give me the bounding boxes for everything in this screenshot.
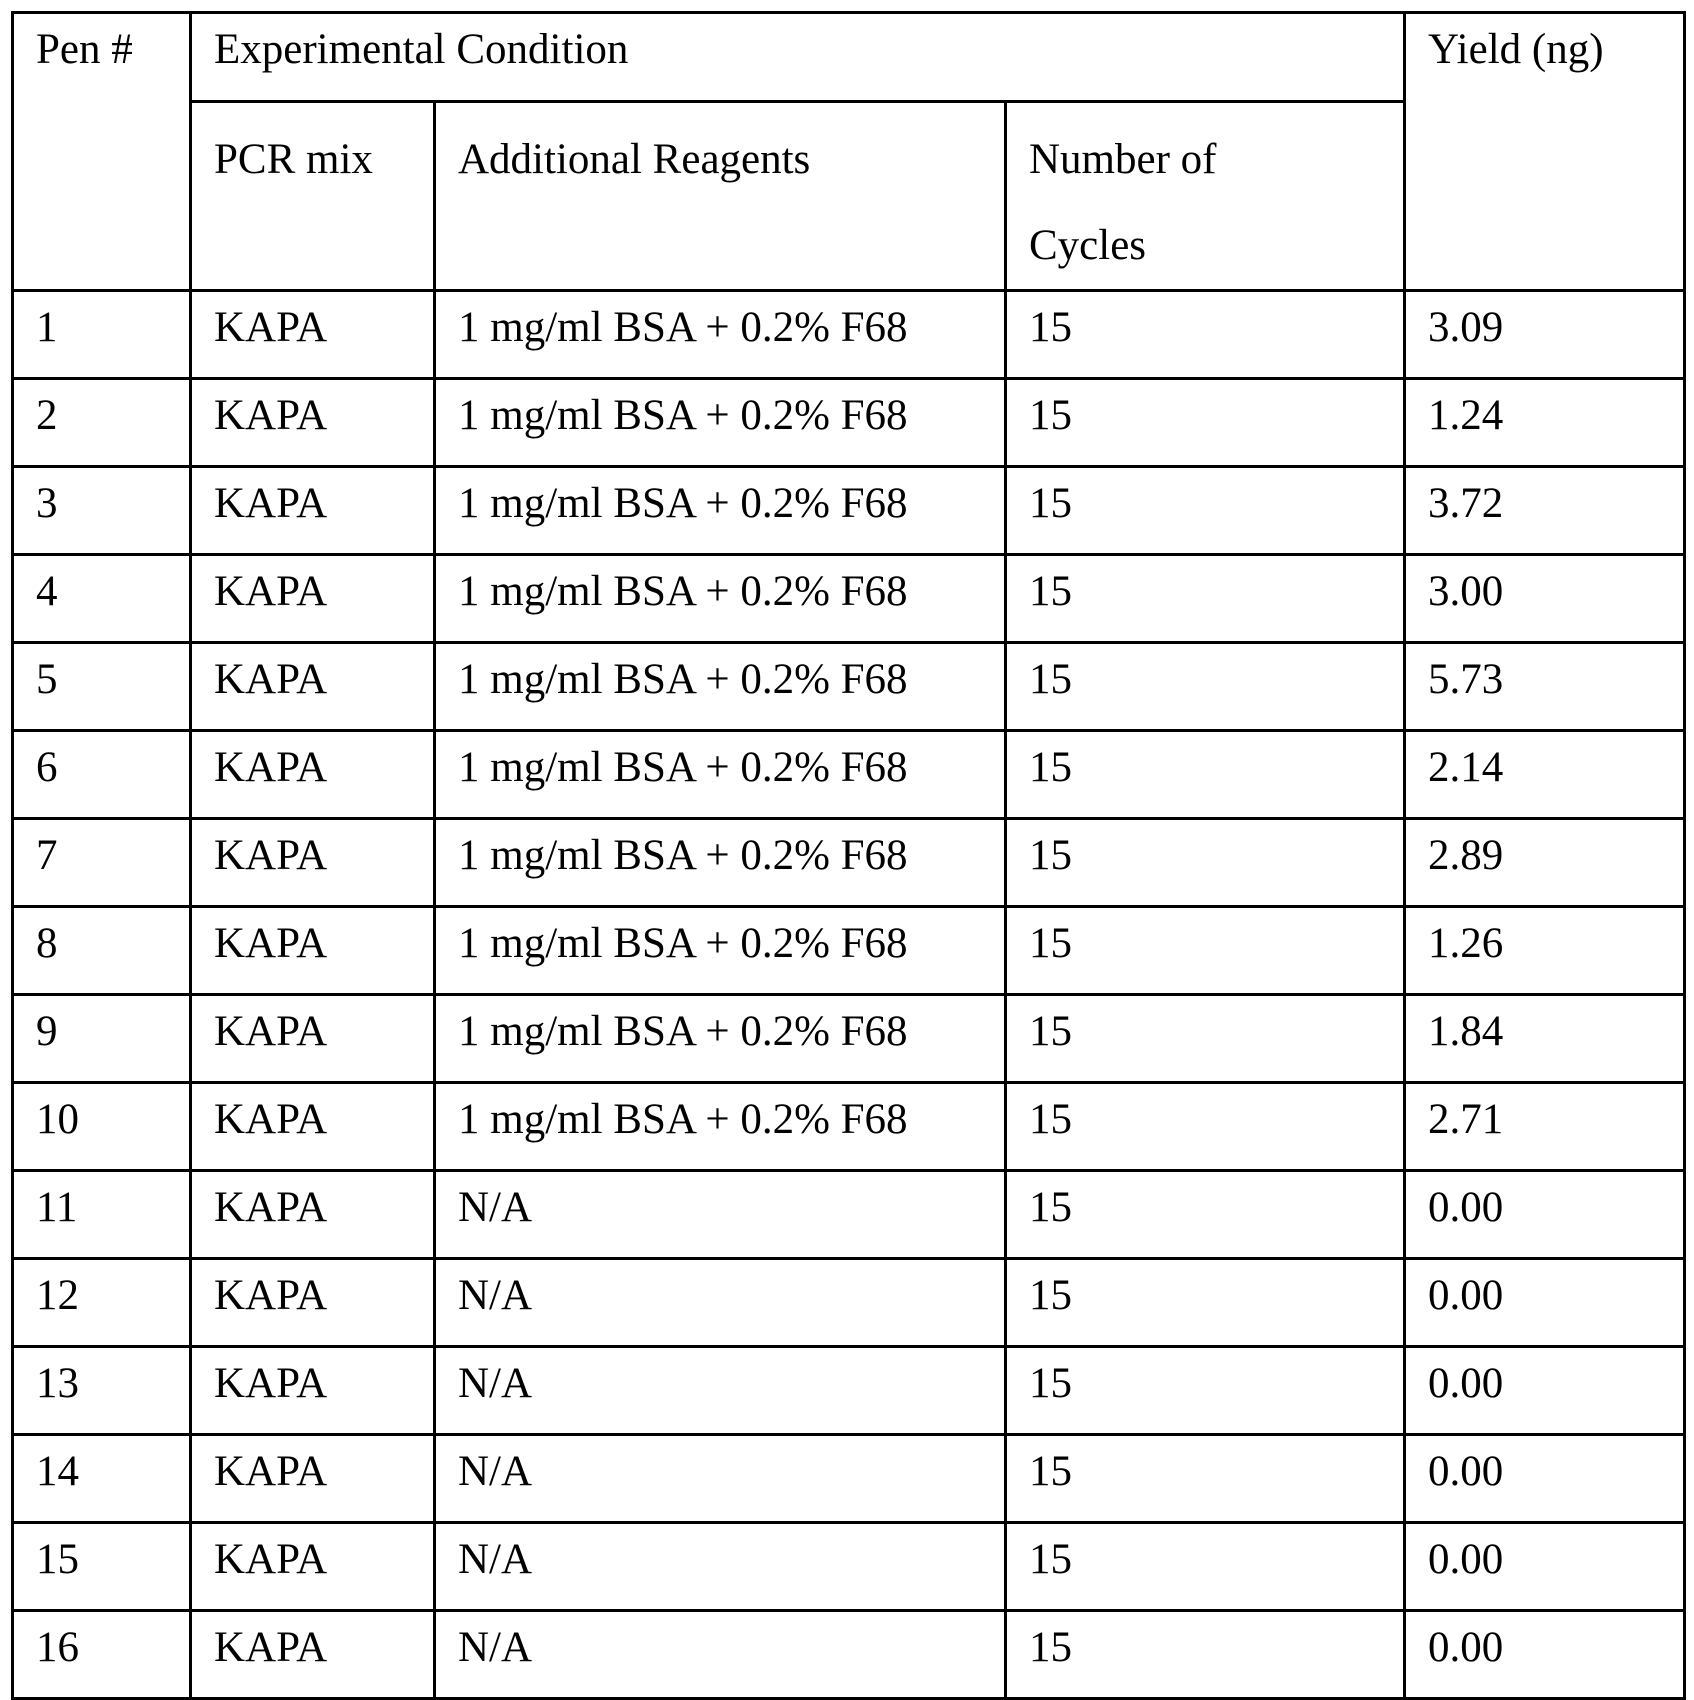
cell-yield: 3.72: [1405, 467, 1685, 555]
cell-additional-reagents: 1 mg/ml BSA + 0.2% F68: [435, 467, 1006, 555]
cell-pcr-mix: KAPA: [191, 1347, 435, 1435]
cell-additional-reagents: 1 mg/ml BSA + 0.2% F68: [435, 995, 1006, 1083]
cell-yield: 1.24: [1405, 379, 1685, 467]
cell-pen-number: 1: [13, 291, 191, 379]
cell-yield: 0.00: [1405, 1259, 1685, 1347]
cell-pen-number: 3: [13, 467, 191, 555]
table-row: [13, 379, 1685, 467]
header-pen-number: Pen #: [13, 13, 191, 291]
table-row: [13, 731, 1685, 819]
table-row: [13, 907, 1685, 995]
cell-pcr-mix: KAPA: [191, 1523, 435, 1611]
cell-yield: 2.14: [1405, 731, 1685, 819]
cell-pen-number: 16: [13, 1611, 191, 1699]
cell-additional-reagents: N/A: [435, 1611, 1006, 1699]
cell-pen-number: 10: [13, 1083, 191, 1171]
cell-additional-reagents: N/A: [435, 1347, 1006, 1435]
cell-number-of-cycles: 15: [1006, 379, 1405, 467]
cell-yield: 0.00: [1405, 1347, 1685, 1435]
cell-pcr-mix: KAPA: [191, 291, 435, 379]
header-row-top: [13, 13, 1685, 102]
cell-pcr-mix: KAPA: [191, 379, 435, 467]
cell-pen-number: 11: [13, 1171, 191, 1259]
cell-pcr-mix: KAPA: [191, 1171, 435, 1259]
cell-yield: 1.26: [1405, 907, 1685, 995]
cell-number-of-cycles: 15: [1006, 1259, 1405, 1347]
table-row: [13, 1083, 1685, 1171]
header-experimental-condition: Experimental Condition: [191, 13, 1405, 102]
cell-number-of-cycles: 15: [1006, 643, 1405, 731]
cell-additional-reagents: 1 mg/ml BSA + 0.2% F68: [435, 643, 1006, 731]
cell-number-of-cycles: 15: [1006, 1435, 1405, 1523]
cell-additional-reagents: 1 mg/ml BSA + 0.2% F68: [435, 819, 1006, 907]
cell-pen-number: 9: [13, 995, 191, 1083]
cell-number-of-cycles: 15: [1006, 1523, 1405, 1611]
cell-pcr-mix: KAPA: [191, 731, 435, 819]
cell-pcr-mix: KAPA: [191, 1259, 435, 1347]
cell-number-of-cycles: 15: [1006, 907, 1405, 995]
cell-pen-number: 15: [13, 1523, 191, 1611]
cell-pen-number: 7: [13, 819, 191, 907]
cell-additional-reagents: 1 mg/ml BSA + 0.2% F68: [435, 379, 1006, 467]
cell-pcr-mix: KAPA: [191, 1083, 435, 1171]
cell-pen-number: 2: [13, 379, 191, 467]
header-yield: Yield (ng): [1405, 13, 1685, 291]
cell-number-of-cycles: 15: [1006, 467, 1405, 555]
cell-additional-reagents: 1 mg/ml BSA + 0.2% F68: [435, 907, 1006, 995]
cell-number-of-cycles: 15: [1006, 731, 1405, 819]
cell-yield: 2.89: [1405, 819, 1685, 907]
cell-number-of-cycles: 15: [1006, 995, 1405, 1083]
table-row: [13, 1259, 1685, 1347]
cell-pen-number: 8: [13, 907, 191, 995]
cell-additional-reagents: N/A: [435, 1523, 1006, 1611]
cell-yield: 0.00: [1405, 1171, 1685, 1259]
cell-pen-number: 5: [13, 643, 191, 731]
table-row: [13, 291, 1685, 379]
table-row: [13, 555, 1685, 643]
cell-pen-number: 6: [13, 731, 191, 819]
cell-number-of-cycles: 15: [1006, 1083, 1405, 1171]
cell-yield: 0.00: [1405, 1435, 1685, 1523]
cell-number-of-cycles: 15: [1006, 1171, 1405, 1259]
header-cycles-line1: Number of: [1029, 136, 1217, 183]
cell-pcr-mix: KAPA: [191, 1611, 435, 1699]
cell-number-of-cycles: 15: [1006, 819, 1405, 907]
cell-yield: 2.71: [1405, 1083, 1685, 1171]
header-pcr-mix: [191, 102, 435, 291]
cell-yield: 1.84: [1405, 995, 1685, 1083]
cell-pcr-mix: KAPA: [191, 643, 435, 731]
cell-yield: 3.00: [1405, 555, 1685, 643]
header-additional-reagents: [435, 102, 1006, 291]
cell-additional-reagents: 1 mg/ml BSA + 0.2% F68: [435, 1083, 1006, 1171]
cell-number-of-cycles: 15: [1006, 1611, 1405, 1699]
cell-pcr-mix: KAPA: [191, 819, 435, 907]
table-row: [13, 995, 1685, 1083]
cell-pen-number: 14: [13, 1435, 191, 1523]
cell-yield: 0.00: [1405, 1611, 1685, 1699]
cell-pcr-mix: KAPA: [191, 1435, 435, 1523]
cell-additional-reagents: N/A: [435, 1435, 1006, 1523]
header-number-of-cycles: [1006, 102, 1405, 291]
cell-additional-reagents: 1 mg/ml BSA + 0.2% F68: [435, 555, 1006, 643]
cell-pen-number: 13: [13, 1347, 191, 1435]
header-cycles-line2: Cycles: [1029, 222, 1147, 269]
cell-number-of-cycles: 15: [1006, 291, 1405, 379]
cell-additional-reagents: 1 mg/ml BSA + 0.2% F68: [435, 291, 1006, 379]
pcr-yield-table: [11, 11, 1686, 1700]
table-row: [13, 467, 1685, 555]
cell-number-of-cycles: 15: [1006, 1347, 1405, 1435]
cell-pcr-mix: KAPA: [191, 907, 435, 995]
table-row: [13, 1347, 1685, 1435]
cell-pen-number: 12: [13, 1259, 191, 1347]
table-row: [13, 1523, 1685, 1611]
table-body: [13, 291, 1685, 1699]
cell-number-of-cycles: 15: [1006, 555, 1405, 643]
cell-pen-number: 4: [13, 555, 191, 643]
cell-yield: 0.00: [1405, 1523, 1685, 1611]
table-row: [13, 819, 1685, 907]
table-row: [13, 1171, 1685, 1259]
header-pcr-mix-label: PCR mix: [214, 136, 373, 183]
cell-pcr-mix: KAPA: [191, 555, 435, 643]
cell-pcr-mix: KAPA: [191, 467, 435, 555]
table-row: [13, 1611, 1685, 1699]
cell-additional-reagents: N/A: [435, 1259, 1006, 1347]
cell-yield: 3.09: [1405, 291, 1685, 379]
cell-additional-reagents: N/A: [435, 1171, 1006, 1259]
header-additional-reagents-label: Additional Reagents: [458, 136, 811, 183]
cell-additional-reagents: 1 mg/ml BSA + 0.2% F68: [435, 731, 1006, 819]
cell-pcr-mix: KAPA: [191, 995, 435, 1083]
table-row: [13, 643, 1685, 731]
table-row: [13, 1435, 1685, 1523]
cell-yield: 5.73: [1405, 643, 1685, 731]
